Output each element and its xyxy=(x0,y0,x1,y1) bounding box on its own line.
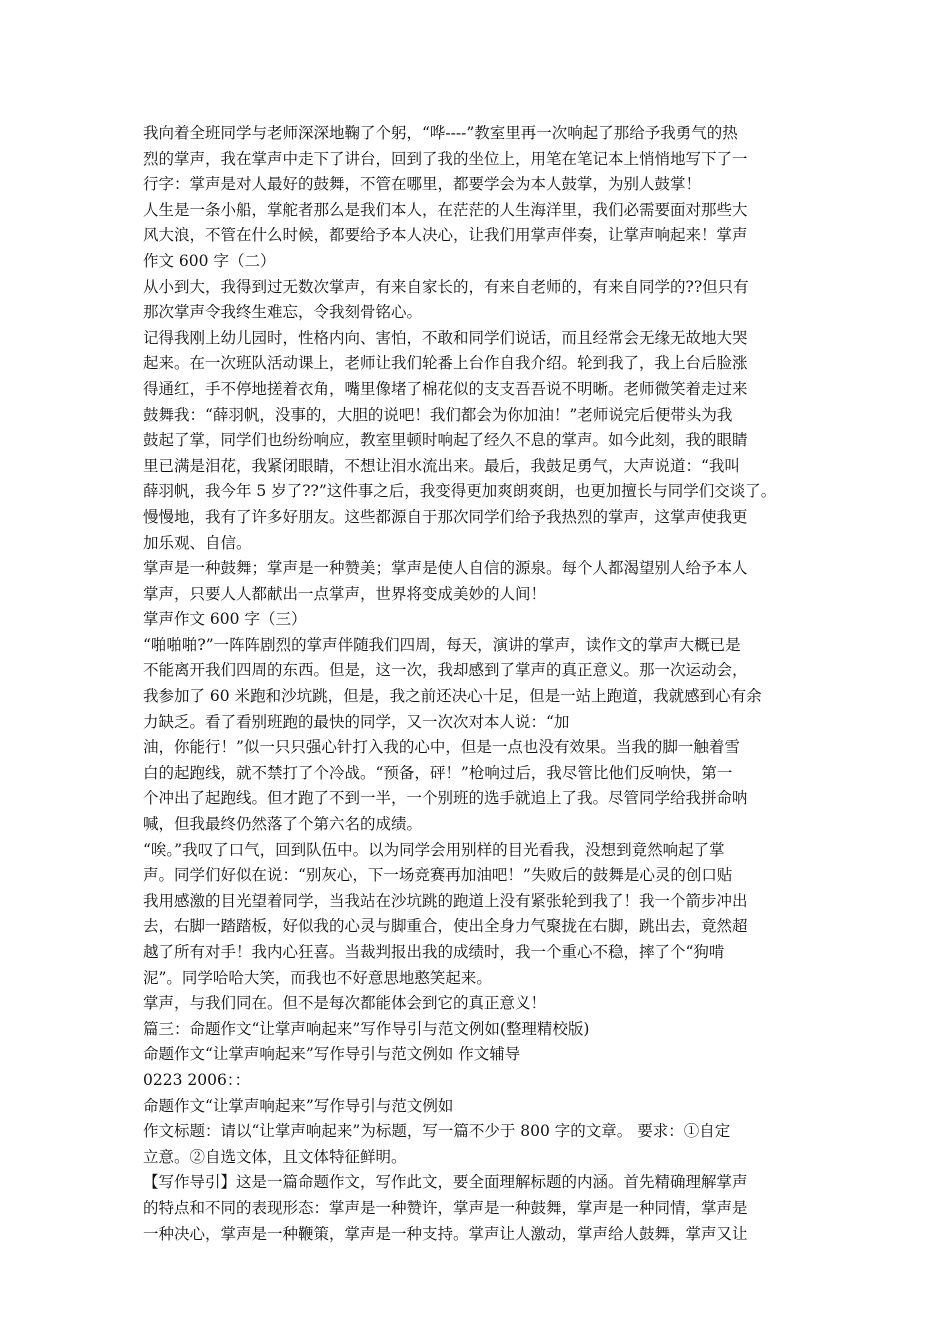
text-line: 泥”。同学哈哈大笑，而我也不好意思地憨笑起来。 xyxy=(143,968,492,987)
text-line: 鼓起了掌，同学们也纷纷响应，教室里顿时响起了经久不息的掌声。如今此刻，我的眼睛 xyxy=(143,431,748,450)
text-line: 慢慢地，我有了许多好朋友。这些都源自于那次同学们给予我热烈的掌声，这掌声使我更 xyxy=(143,507,748,526)
text-line: 加乐观、自信。 xyxy=(143,533,252,552)
text-line: 起来。在一次班队活动课上，老师让我们轮番上台作自我介绍。轮到我了，我上台后脸涨 xyxy=(143,354,748,373)
text-line: 鼓舞我：“薛羽帆，没事的，大胆的说吧！我们都会为你加油！”老师说完后便带头为我 xyxy=(143,405,733,424)
text-line: 得通红，手不停地搓着衣角，嘴里像堵了棉花似的支支吾吾说不明晰。老师微笑着走过来 xyxy=(143,379,748,398)
text-line: 掌声是一种鼓舞；掌声是一种赞美；掌声是使人自信的源泉。每个人都渴望别人给予本人 xyxy=(143,559,748,578)
text-line: 越了所有对手！我内心狂喜。当裁判报出我的成绩时，我一个重心不稳，摔了个“狗啃 xyxy=(143,943,725,961)
text-line: 掌声，只要人人都献出一点掌声，世界将变成美妙的人间！ xyxy=(143,584,547,603)
text-line: 作文标题：请以“让掌声响起来”为标题，写一篇不少于 800 字的文章。 要求：①自定 xyxy=(143,1122,731,1141)
text-line: 立意。②自选文体，且文体特征鲜明。 xyxy=(143,1147,407,1166)
text-line: 里已满是泪花，我紧闭眼睛，不想让泪水流出来。最后，我鼓足勇气，大声说道：“我叫 xyxy=(143,456,740,475)
text-line: 命题作文“让掌声响起来”写作导引与范文例如 作文辅导 xyxy=(143,1045,521,1064)
text-line: 白的起跑线，就不禁打了个冷战。“预备，砰！”枪响过后，我尽管比他们反响快，第一 xyxy=(143,763,733,782)
text-line: 喊，但我最终仍然落了个第六名的成绩。 xyxy=(143,815,423,834)
text-line: 去，右脚一踏踏板，好似我的心灵与脚重合，使出全身力气聚拢在右脚，跳出去，竟然超 xyxy=(143,917,748,936)
text-line: 0223 2006：： xyxy=(143,1070,251,1089)
text-line: 【写作导引】这是一篇命题作文，写作此文，要全面理解标题的内涵。首先精确理解掌声 xyxy=(143,1173,748,1192)
text-line: 从小到大，我得到过无数次掌声，有来自家长的，有来自老师的，有来自同学的??但只有 xyxy=(143,277,749,296)
document-body xyxy=(143,121,823,1247)
text-line: 人生是一条小船，掌舵者那么是我们本人，在茫茫的人生海洋里，我们必需要面对那些大 xyxy=(143,200,748,219)
section-heading: 篇三：命题作文“让掌声响起来”写作导引与范文例如(整理精校版) xyxy=(143,1019,590,1038)
text-line: 记得我刚上幼儿园时，性格内向、害怕，不敢和同学们说话，而且经常会无缘无故地大哭 xyxy=(143,328,748,347)
section-heading: 作文 600 字（二） xyxy=(143,251,276,270)
text-line: “唉。”我叹了口气，回到队伍中。以为同学会用别样的目光看我，没想到竟然响起了掌 xyxy=(143,840,725,859)
text-line: 个冲出了起跑线。但才跑了不到一半，一个别班的选手就追上了我。尽管同学给我拼命呐 xyxy=(143,789,748,808)
text-line: 一种决心，掌声是一种鞭策，掌声是一种支持。掌声让人激动，掌声给人鼓舞，掌声又让 xyxy=(143,1224,748,1243)
text-line: 命题作文“让掌声响起来”写作导引与范文例如 xyxy=(143,1096,454,1115)
text-line: 力缺乏。看了看别班跑的最快的同学，又一次次对本人说：“加 xyxy=(143,712,570,731)
text-line: “啪啪啪?”一阵阵剧烈的掌声伴随我们四周，每天，演讲的掌声，读作文的掌声大概已是 xyxy=(143,635,741,654)
text-line: 风大浪，不管在什么时候，都要给予本人决心，让我们用掌声伴奏，让掌声响起来！掌声 xyxy=(143,226,748,245)
text-line: 行字：掌声是对人最好的鼓舞，不管在哪里，都要学会为本人鼓掌，为别人鼓掌！ xyxy=(143,175,702,194)
text-line: 我参加了 60 米跑和沙坑跳，但是，我之前还决心十足，但是一站上跑道，我就感到心有余 xyxy=(143,687,762,706)
text-line: 声。同学们好似在说：“别灰心，下一场竞赛再加油吧！”失败后的鼓舞是心灵的创口贴 xyxy=(143,866,733,885)
text-line: 油，你能行！”似一只只强心针打入我的心中，但是一点也没有效果。当我的脚一触着雪 xyxy=(143,738,740,757)
text-line: 掌声，与我们同在。但不是每次都能体会到它的真正意义！ xyxy=(143,994,547,1013)
text-line: 我用感激的目光望着同学，当我站在沙坑跳的跑道上没有紧张轮到我了！我一个箭步冲出 xyxy=(143,891,748,910)
section-heading: 掌声作文 600 字（三） xyxy=(143,610,307,629)
text-line: 我向着全班同学与老师深深地鞠了个躬，“哗----”教室里再一次响起了那给予我勇气的热 xyxy=(143,124,738,142)
text-line: 薛羽帆，我今年 5 岁了??”这件事之后，我变得更加爽朗爽朗，也更加擅长与同学们交谈了。 xyxy=(143,482,777,501)
text-line: 的特点和不同的表现形态：掌声是一种赞许，掌声是一种鼓舞，掌声是一种同情，掌声是 xyxy=(143,1198,748,1217)
text-line: 那次掌声令我终生难忘，令我刻骨铭心。 xyxy=(143,303,423,322)
text-line: 不能离开我们四周的东西。但是，这一次，我却感到了掌声的真正意义。那一次运动会， xyxy=(143,661,748,680)
text-line: 烈的掌声，我在掌声中走下了讲台，回到了我的坐位上，用笔在笔记本上悄悄地写下了一 xyxy=(143,149,748,168)
